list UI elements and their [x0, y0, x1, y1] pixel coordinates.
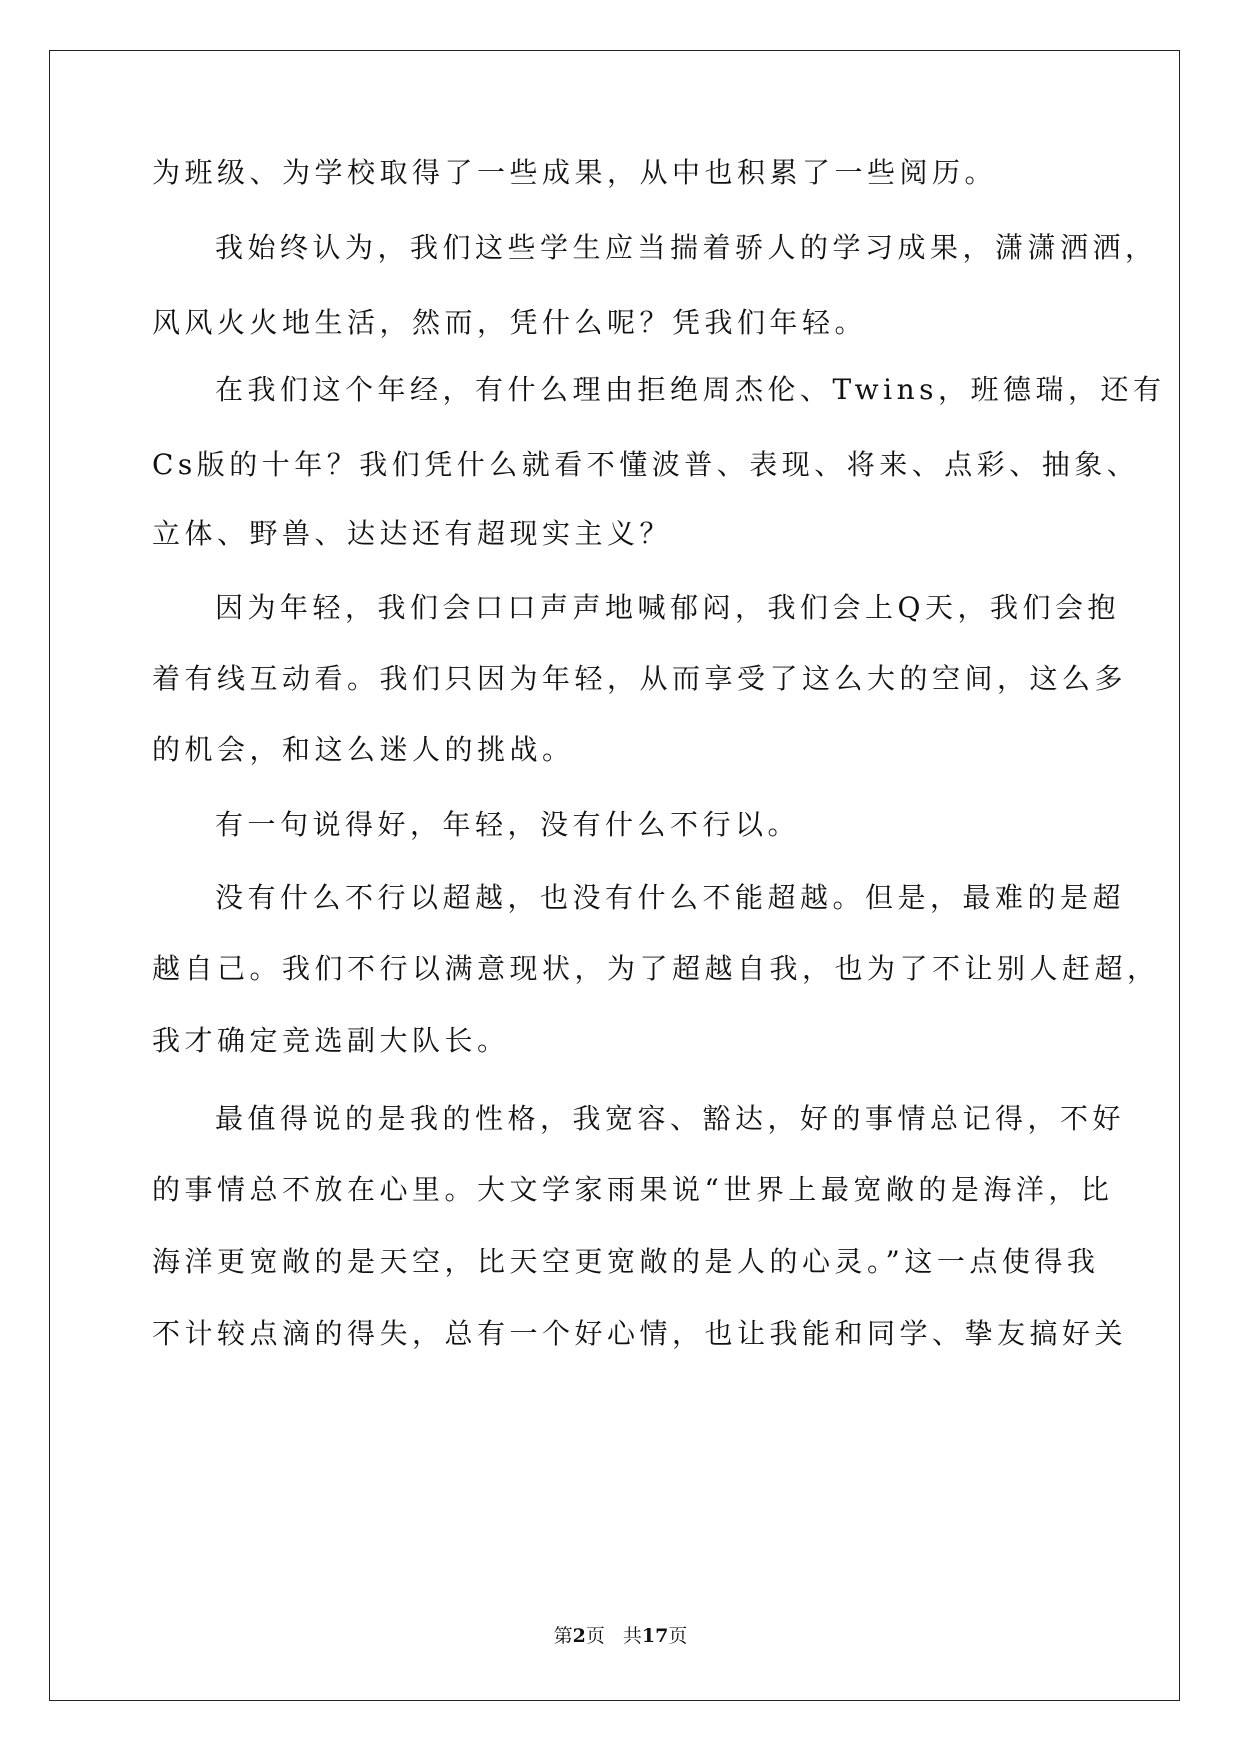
text-line: 着有线互动看。我们只因为年轻，从而享受了这么大的空间，这么多	[152, 662, 1128, 695]
total-pages: 17	[641, 1625, 669, 1647]
text-line: 不计较点滴的得失，总有一个好心情，也让我能和同学、挚友搞好关	[152, 1317, 1128, 1350]
text-line: 的事情总不放在心里。大文学家雨果说“世界上最宽敞的是海洋，比	[152, 1173, 1114, 1206]
page-border	[49, 50, 1180, 1701]
text-line: 在我们这个年经，有什么理由拒绝周杰伦、Twins，班德瑞，还有	[215, 373, 1166, 406]
page-prefix: 第	[553, 1625, 573, 1647]
text-line: 风风火火地生活，然而，凭什么呢？凭我们年轻。	[152, 306, 868, 339]
page-number: 2	[572, 1625, 586, 1647]
total-prefix: 共	[622, 1625, 642, 1647]
text-line: 最值得说的是我的性格，我宽容、豁达，好的事情总记得，不好	[215, 1102, 1126, 1135]
text-line: 我始终认为，我们这些学生应当揣着骄人的学习成果，潇潇洒洒，	[215, 231, 1158, 264]
page-footer	[0, 1624, 1241, 1648]
text-line: 我才确定竞选副大队长。	[152, 1024, 510, 1057]
text-line: 有一句说得好，年轻，没有什么不行以。	[215, 808, 801, 841]
text-line: 越自己。我们不行以满意现状，为了超越自我，也为了不让别人赶超，	[152, 952, 1160, 985]
page-suffix: 页	[585, 1625, 605, 1647]
text-line: 的机会，和这么迷人的挑战。	[152, 733, 575, 766]
total-suffix: 页	[668, 1625, 688, 1647]
text-line: 因为年轻，我们会口口声声地喊郁闷，我们会上Q天，我们会抱	[215, 591, 1120, 624]
text-line: 立体、野兽、达达还有超现实主义？	[152, 517, 673, 550]
text-line: 为班级、为学校取得了一些成果，从中也积累了一些阅历。	[152, 156, 998, 189]
text-line: 没有什么不行以超越，也没有什么不能超越。但是，最难的是超	[215, 881, 1126, 914]
text-line: 海洋更宽敞的是天空，比天空更宽敞的是人的心灵。”这一点使得我	[152, 1245, 1100, 1278]
text-line: Cs版的十年？我们凭什么就看不懂波普、表现、将来、点彩、抽象、	[152, 448, 1140, 481]
